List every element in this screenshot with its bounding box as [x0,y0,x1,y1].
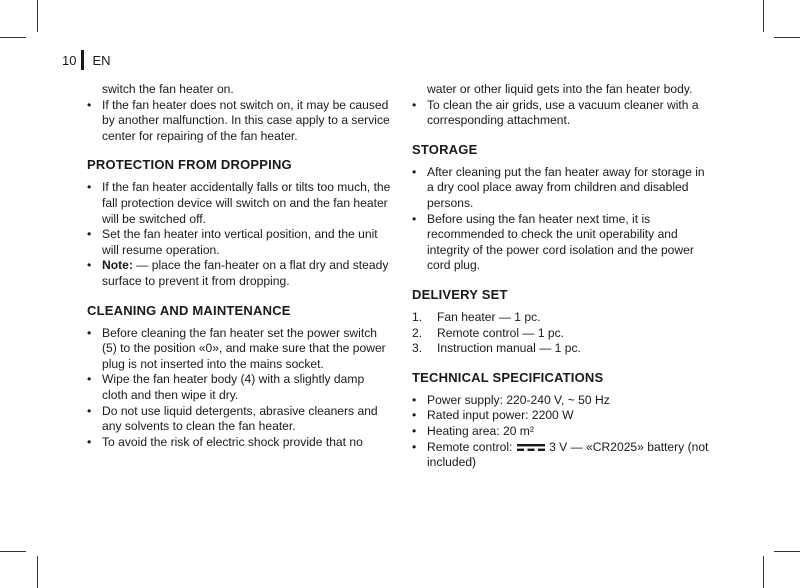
crop-mark [0,37,26,38]
list-item-text: Heating area: 20 m² [427,423,534,438]
list-item-text: To clean the air grids, use a vacuum cleaner with a corresponding attachment. [427,97,699,128]
bullet: • [412,423,417,438]
list-item [87,404,392,435]
specs-list [412,393,712,471]
list-item-text: Rated input power: 2200 W [427,408,574,423]
list-item [412,165,712,212]
remote-prefix: Remote control: [427,439,516,454]
list-item [412,424,712,440]
bullet: • [412,211,417,226]
bullet: • [412,439,417,454]
list-item [412,98,712,129]
section-title-delivery: DELIVERY SET [412,286,508,302]
list-item [412,326,712,342]
bullet: • [87,403,92,418]
list-item-text: If the fan heater accidentally falls or tilts too much, the fall protection device will switch on and the fan heater will be switched off. [102,180,391,226]
crop-mark [37,0,38,32]
list-item [412,440,712,471]
list-item [87,372,392,403]
item-number: 1. [412,309,423,324]
note-label: Note: [102,258,133,273]
delivery-list [412,310,712,357]
list-item-text: Fan heater — 1 pc. [437,309,541,324]
list-item-text: If the fan heater does not switch on, it may be caused by another malfunction. In this case apply to a service center for repairing of the fan heater. [102,97,390,143]
storage-list [412,165,712,274]
protection-list [87,180,392,289]
crop-mark [774,551,800,552]
list-item [87,180,392,227]
list-item [412,212,712,274]
section-title-protection: PROTECTION FROM DROPPING [87,157,292,173]
language-label: EN [92,52,111,68]
note-text: — place the fan-heater on a flat dry and steady surface to prevent it from dropping. [102,258,389,288]
crop-mark [763,0,764,32]
cleaning-continued-list [412,98,712,129]
list-item [412,341,712,357]
page-header [62,50,111,70]
bullet: • [87,180,92,195]
list-item [87,326,392,373]
remote-suffix: 3 V — «CR2025» battery (not included) [427,439,709,470]
dc-current-icon [517,443,545,452]
list-item-text: Instruction manual — 1 pc. [437,341,581,356]
right-column [412,82,712,471]
crop-mark [37,556,38,588]
list-item [87,98,392,145]
list-item-text: Remote control — 1 pc. [437,325,565,340]
bullet: • [412,164,417,179]
bullet: • [87,372,92,387]
list-item [87,435,392,451]
bullet: • [87,325,92,340]
list-item-text: Wipe the fan heater body (4) with a slightly damp cloth and then wipe it dry. [102,372,365,402]
list-item [412,393,712,409]
list-item-text: Set the fan heater into vertical position, and the unit will resume operation. [102,227,378,257]
section-title-storage: STORAGE [412,141,478,157]
crop-mark [774,37,800,38]
list-item-text: To avoid the risk of electric shock provide that no [102,434,363,449]
left-column [87,82,392,450]
continuation-text: switch the fan heater on. [102,82,234,96]
bullet: • [412,97,417,112]
list-item [412,408,712,424]
list-item-text: Do not use liquid detergents, abrasive cleaners and any solvents to clean the fan heater. [102,403,378,434]
bullet: • [87,434,92,449]
list-item-note [87,258,392,289]
bullet: • [87,227,92,242]
bullet: • [87,97,92,112]
section-title-cleaning: CLEANING AND MAINTENANCE [87,302,291,318]
page-number: 10 [62,52,77,68]
item-number: 3. [412,341,423,356]
list-item [87,227,392,258]
bullet: • [412,408,417,423]
list-item-text: Before cleaning the fan heater set the power switch (5) to the position «0», and make sure that the power plug is not inserted into the mains socket. [102,325,386,371]
crop-mark [0,551,26,552]
section-title-specs: TECHNICAL SPECIFICATIONS [412,369,604,385]
list-item-text: After cleaning put the fan heater away for storage in a dry cool place away from children and disabled persons. [427,164,705,210]
bullet: • [412,392,417,407]
continuation-text: water or other liquid gets into the fan heater body. [427,82,693,96]
bullet: • [87,258,92,273]
list-item-text: Before using the fan heater next time, it is recommended to check the unit operability and integrity of the power cord isolation and the power cord plug. [427,211,694,273]
crop-mark [763,556,764,588]
list-item [412,310,712,326]
header-divider [81,50,84,70]
intro-list [87,98,392,145]
item-number: 2. [412,325,423,340]
list-item-text: Power supply: 220-240 V, ~ 50 Hz [427,392,610,407]
cleaning-list [87,326,392,451]
